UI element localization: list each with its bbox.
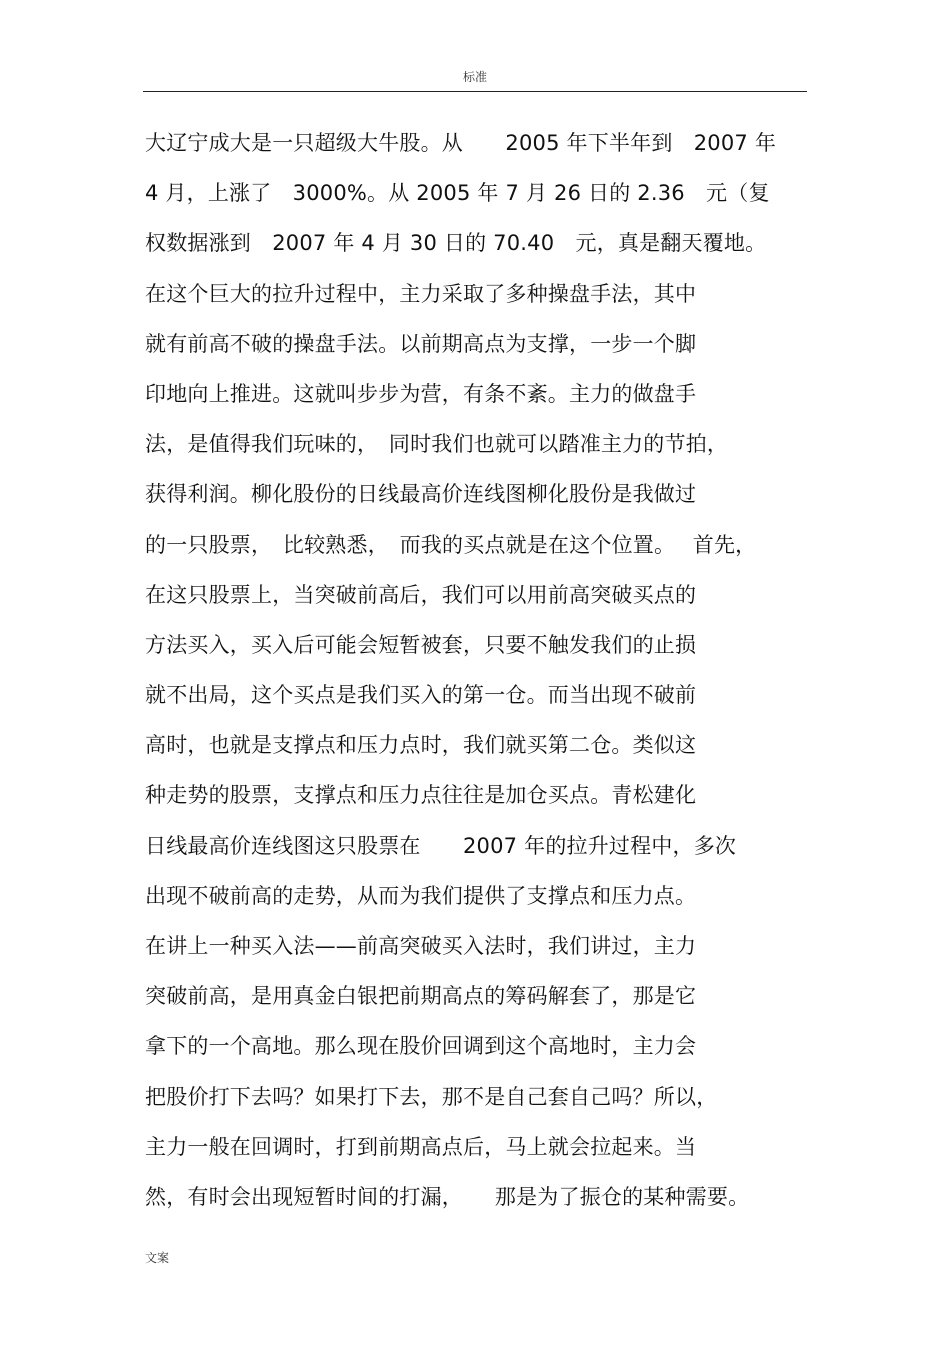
body-line: 种走势的股票，支撑点和压力点往往是加仓买点。青松建化 [145, 783, 697, 808]
body-line: 4 月，上涨了 3000%。从 2005 年 7 月 26 日的 2.36 元（复 [145, 181, 770, 206]
body-line: 权数据涨到 2007 年 4 月 30 日的 70.40 元，真是翻天覆地。 [145, 231, 767, 256]
body-line: 就不出局，这个买点是我们买入的第一仓。而当出现不破前 [145, 683, 697, 708]
body-line: 方法买入，买入后可能会短暂被套，只要不触发我们的止损 [145, 632, 697, 657]
body-line: 在这只股票上，当突破前高后，我们可以用前高突破买点的 [145, 582, 697, 607]
body-line: 就有前高不破的操盘手法。以前期高点为支撑，一步一个脚 [145, 331, 697, 356]
body-line: 突破前高，是用真金白银把前期高点的筹码解套了，那是它 [145, 984, 697, 1009]
body-line: 高时，也就是支撑点和压力点时，我们就买第二仓。类似这 [145, 733, 697, 758]
page-footer-label: 文案 [145, 1251, 170, 1265]
body-line: 然，有时会出现短暂时间的打漏， 那是为了振仓的某种需要。 [145, 1184, 750, 1209]
body-line: 印地向上推进。这就叫步步为营，有条不紊。主力的做盘手 [145, 381, 697, 406]
body-line: 的一只股票， 比较熟悉， 而我的买点就是在这个位置。 首先， [145, 532, 757, 557]
header-divider [143, 91, 807, 92]
body-line: 获得利润。柳化股份的日线最高价连线图柳化股份是我做过 [145, 482, 697, 507]
body-line: 日线最高价连线图这只股票在 2007 年的拉升过程中，多次 [145, 833, 737, 858]
document-body [145, 118, 810, 1222]
body-line: 主力一般在回调时，打到前期高点后，马上就会拉起来。当 [145, 1134, 697, 1159]
body-line: 在这个巨大的拉升过程中，主力采取了多种操盘手法，其中 [145, 281, 697, 306]
body-line: 出现不破前高的走势，从而为我们提供了支撑点和压力点。 [145, 883, 697, 908]
body-line: 把股价打下去吗？如果打下去，那不是自己套自己吗？所以， [145, 1084, 718, 1109]
body-line: 在讲上一种买入法——前高突破买入法时，我们讲过，主力 [145, 934, 697, 958]
body-line: 拿下的一个高地。那么现在股价回调到这个高地时，主力会 [145, 1034, 697, 1059]
body-line: 法，是值得我们玩味的， 同时我们也就可以踏准主力的节拍， [145, 432, 729, 457]
body-line: 大辽宁成大是一只超级大牛股。从 2005 年下半年到 2007 年 [145, 131, 777, 155]
page-header-label: 标准 [462, 70, 487, 84]
